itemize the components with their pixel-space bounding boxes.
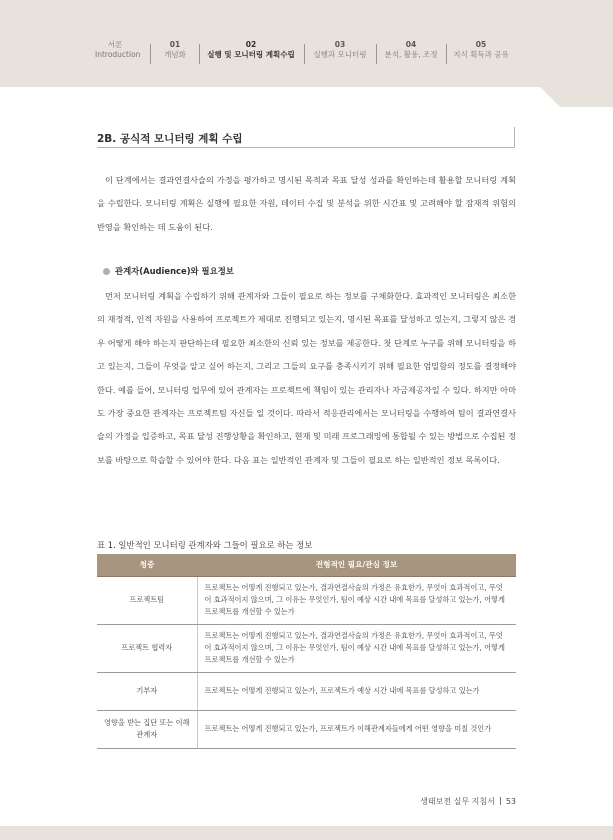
nav-divider [304, 44, 305, 64]
section-tick [514, 127, 515, 148]
table-header-row [97, 554, 516, 576]
audience-info: 프로젝트는 어떻게 진행되고 있는가, 프로젝트가 예상 시간 내에 목표를 달성하고 있는가 [197, 672, 516, 710]
nav-item-01[interactable] [155, 40, 195, 60]
section-rule [97, 147, 515, 148]
nav-item-05[interactable] [450, 40, 512, 60]
audience-name: 프로젝트팀 [97, 576, 197, 624]
nav-divider [446, 44, 447, 64]
table-row [97, 576, 516, 624]
table-caption: 표 1. 일반적인 모니터링 관계자와 그들이 필요로 하는 정보 [97, 540, 313, 550]
nav-divider [376, 44, 377, 64]
audience-name: 영향을 받는 집단 또는 이해관계자 [97, 710, 197, 748]
audience-name: 기부자 [97, 672, 197, 710]
audience-info: 프로젝트는 어떻게 진행되고 있는가, 프로젝트가 이해관계자들에게 어떤 영향을 미칠 것인가 [197, 710, 516, 748]
nav-divider [150, 44, 151, 64]
nav-item-number: 01 [169, 40, 181, 49]
nav-item-label: 실행과 모니터링 [313, 50, 367, 59]
subsection-heading [103, 265, 234, 277]
nav-item-number: 05 [475, 40, 487, 49]
table-row [97, 624, 516, 672]
chapter-nav [0, 0, 613, 88]
table-row [97, 672, 516, 710]
nav-item-label: 분석, 활용, 조정 [384, 50, 438, 59]
subsection-title: 관계자(Audience)와 필요정보 [115, 266, 234, 276]
nav-item-label: 실행 및 모니터링 계획수립 [207, 50, 295, 59]
nav-item-number: 03 [334, 40, 346, 49]
nav-item-number: 02 [245, 40, 257, 49]
book-title: 생태보전 실무 지침서 [420, 797, 495, 806]
page-footer [420, 796, 516, 807]
table-row [97, 710, 516, 748]
column-header-info: 전형적인 필요/관심 정보 [197, 554, 516, 576]
nav-item-label: 개념화 [164, 50, 186, 59]
nav-item-04[interactable] [380, 40, 442, 60]
nav-item-label: 지식 획득과 공유 [453, 50, 509, 59]
footer-band [0, 826, 613, 840]
intro-paragraph-text: 이 단계에서는 결과연결사슬의 가정을 평가하고 명시된 목적과 목표 달성 성과를 확인하는데 활용할 모니터링 계획을 수립한다. 모니터링 계획은 실행에 필요한 자원, 데이터 수집 및 분석을 위한 시간표 및 고려해야 할 잠재적 위험의 반영을 확인하는 데 도움이 된다. [97, 175, 516, 232]
bullet-icon [103, 268, 110, 275]
page-number: 53 [505, 797, 516, 806]
audience-info: 프로젝트는 어떻게 진행되고 있는가, 결과연결사슬의 가정은 유효한가, 무엇이 효과적이고, 무엇이 효과적이지 않으며, 그 이유는 무엇인가, 팀이 예상 시간 내에 목표를 달성하고 있는가, 어떻게 프로젝트를 개선할 수 있는가 [197, 624, 516, 672]
intro-paragraph [97, 169, 516, 239]
nav-item-label: 서론 [107, 40, 123, 49]
subsection-paragraph [97, 285, 516, 472]
subsection-paragraph-text: 먼저 모니터링 계획을 수립하기 위해 관계자와 그들이 필요로 하는 정보를 구체화한다. 효과적인 모니터링은 최소한의 재정적, 인적 자원을 사용하여 프로젝트가 제대로 진행되고 있는지, 명시된 목표를 달성하고 있는지, 그렇지 않은 경우 어떻게 해야 하는지 판단하는데 필요한 최소한의 신뢰 있는 정보를 제공한다. 첫 단계로 누구를 위해 모니터링을 하고 있는지, 그들이 무엇을 알고 싶어 하는지, 그리고 그들의 요구를 충족시키기 위해 필요한 엄밀함의 정도를 결정해야 한다. 예를 들어, 모니터링 업무에 있어 관계자는 프로젝트에 책임이 있는 관리자나 자금제공자일 수 있다. 하지만 아마도 가장 중요한 관계자는 프로젝트팀 자신들 일 것이다. 따라서 적응관리에서는 모니터링을 수행하여 팀이 결과연결사슬의 가정을 입증하고, 목표 달성 진행상황을 확인하고, 현재 및 미래 프로그래밍에 통합될 수 있는 방법으로 수집된 정보를 바탕으로 학습할 수 있어야 한다. 다음 표는 일반적인 관계자 및 그들이 필요로 하는 일반적인 정보 목록이다. [97, 291, 516, 465]
nav-item-02[interactable] [202, 40, 300, 60]
nav-item-number: 04 [405, 40, 417, 49]
nav-divider [199, 44, 200, 64]
audience-info-table [97, 554, 516, 749]
nav-item-intro[interactable] [95, 40, 141, 60]
audience-name: 프로젝트 협력자 [97, 624, 197, 672]
column-header-audience: 청중 [97, 554, 197, 576]
nav-item-label-en: Introduction [95, 50, 141, 59]
footer-divider [500, 797, 501, 805]
nav-item-03[interactable] [308, 40, 372, 60]
audience-info: 프로젝트는 어떻게 진행되고 있는가, 결과연결사슬의 가정은 유효한가, 무엇이 효과적이고, 무엇이 효과적이지 않으며, 그 이유는 무엇인가, 팀이 예상 시간 내에 목표를 달성하고 있는가, 어떻게 프로젝트를 개선할 수 있는가 [197, 576, 516, 624]
page-corner-shape [0, 87, 613, 107]
section-title: 2B. 공식적 모니터링 계획 수립 [97, 133, 243, 145]
